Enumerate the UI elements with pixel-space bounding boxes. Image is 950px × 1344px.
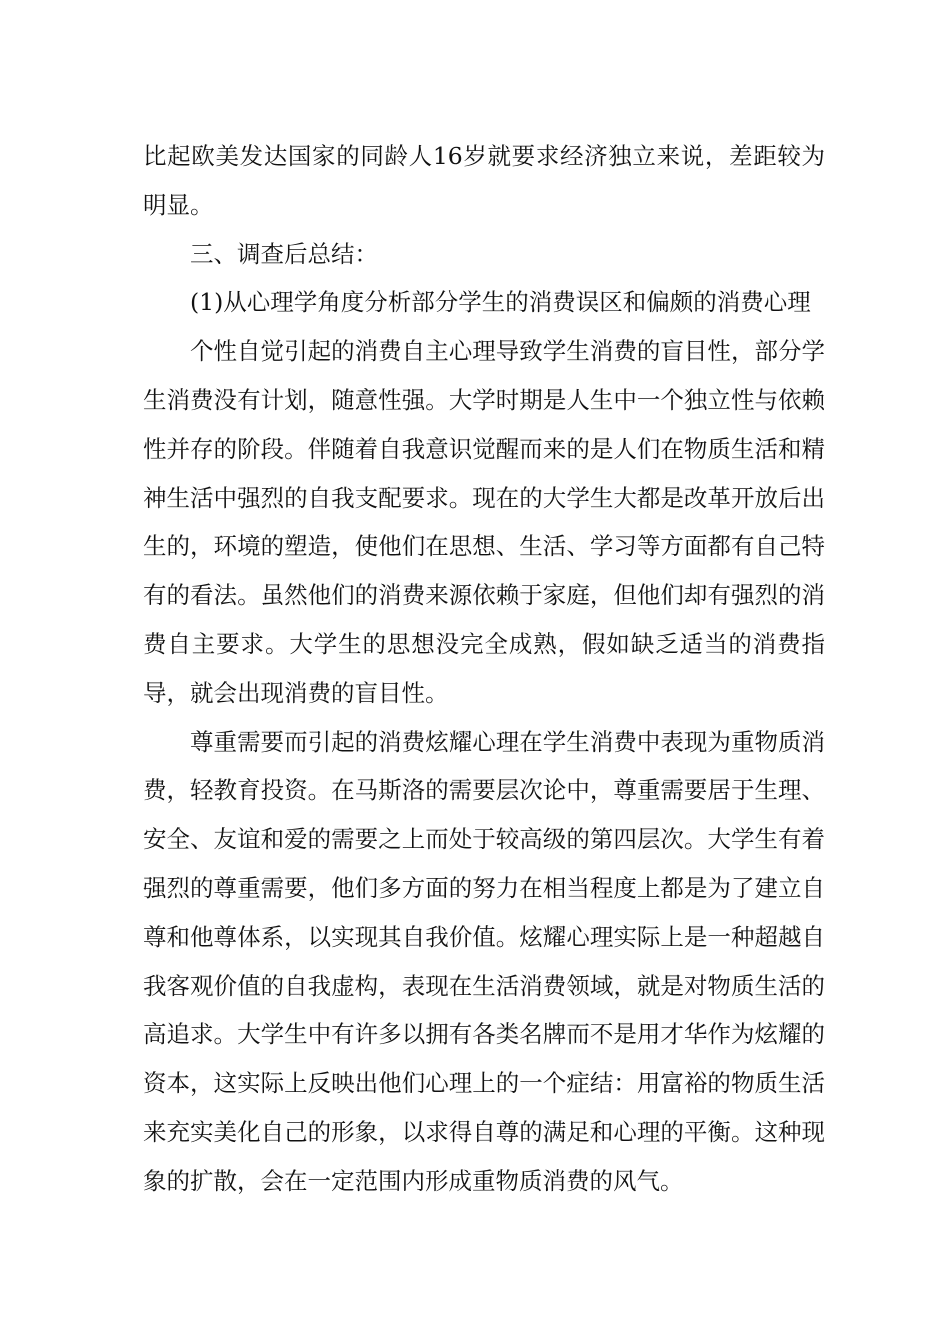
section-heading: 三、调查后总结：: [190, 239, 378, 268]
paragraph-continuation: 比起欧美发达国家的同龄人16岁就要求经济独立来说，差距较为明显。: [143, 142, 825, 219]
paragraph-body-1: 个性自觉引起的消费自主心理导致学生消费的盲目性，部分学生消费没有计划，随意性强。大学时期是人生中一个独立性与依赖性并存的阶段。伴随着自我意识觉醒而来的是人们在物质生活和精神生活中强烈的自我支配要求。现在的大学生大都是改革开放后出生的，环境的塑造，使他们在思想、生活、学习等方面都有自己特有的看法。虽然他们的消费来源依赖于家庭，但他们却有强烈的消费自主要求。大学生的思想没完全成熟，假如缺乏适当的消费指导，就会出现消费的盲目性。: [143, 337, 825, 707]
subsection-heading: (1)从心理学角度分析部分学生的消费误区和偏颇的消费心理: [190, 288, 811, 317]
paragraph-body-2: 尊重需要而引起的消费炫耀心理在学生消费中表现为重物质消费，轻教育投资。在马斯洛的需要层次论中，尊重需要居于生理、安全、友谊和爱的需要之上而处于较高级的第四层次。大学生有着强烈的尊重需要，他们多方面的努力在相当程度上都是为了建立自尊和他尊体系，以实现其自我价值。炫耀心理实际上是一种超越自我客观价值的自我虚构，表现在生活消费领域，就是对物质生活的高追求。大学生中有许多以拥有各类名牌而不是用才华作为炫耀的资本，这实际上反映出他们心理上的一个症结：用富裕的物质生活来充实美化自己的形象，以求得自尊的满足和心理的平衡。这种现象的扩散，会在一定范围内形成重物质消费的风气。: [143, 727, 825, 1195]
document-body: [143, 132, 825, 1206]
